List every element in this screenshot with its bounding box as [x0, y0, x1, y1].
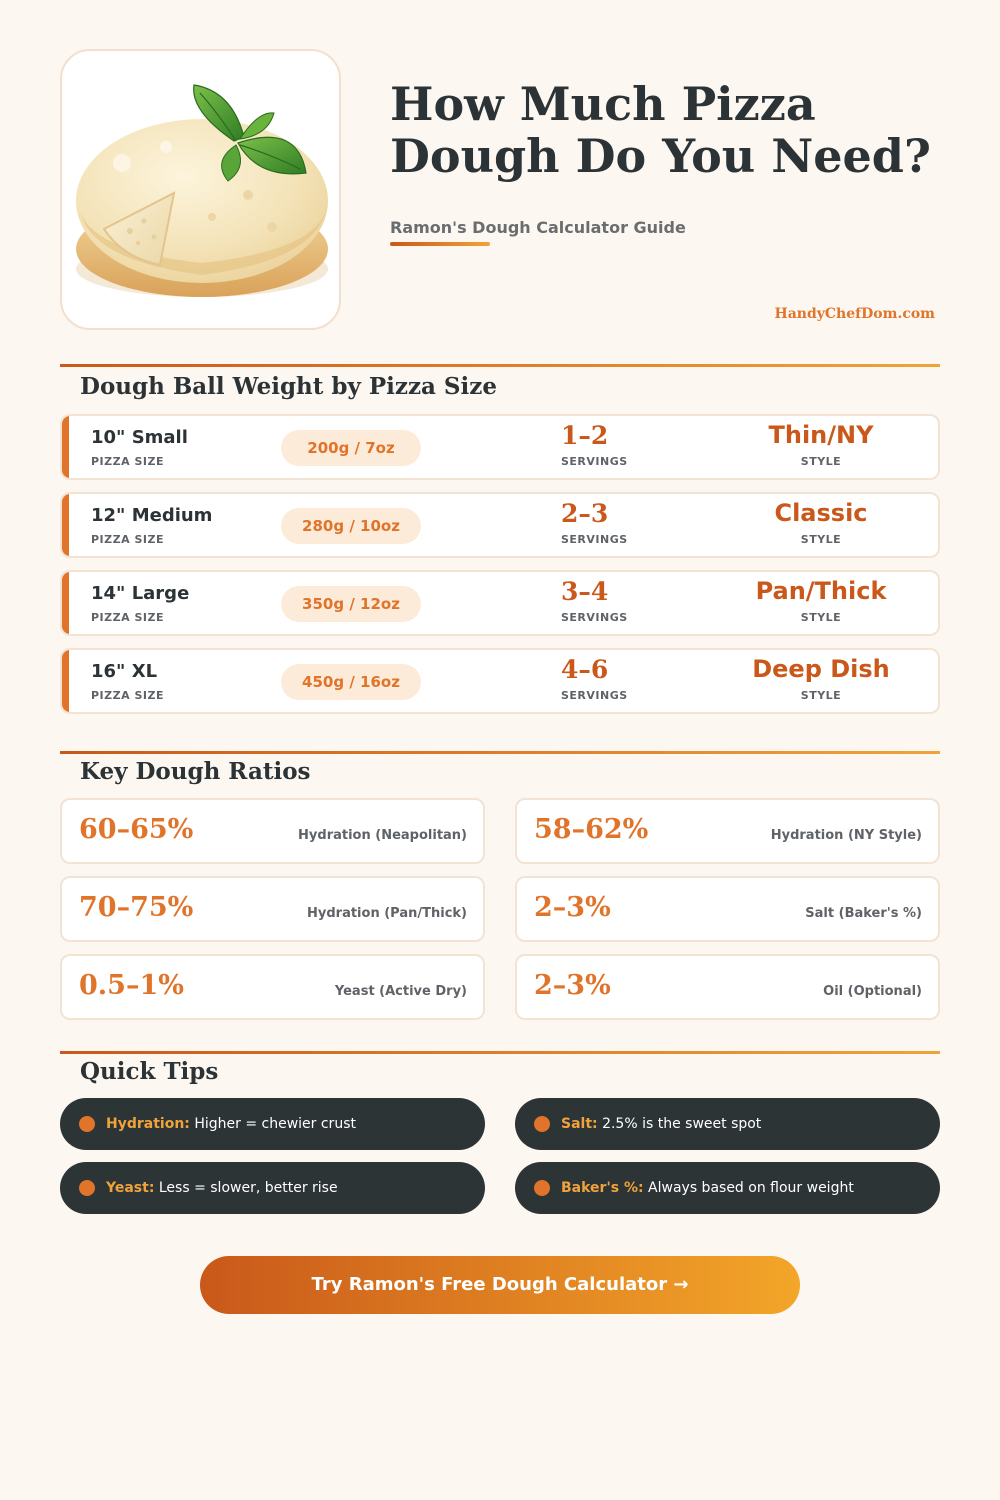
style-label: STYLE: [800, 689, 842, 702]
ratio-value: 70–75%: [79, 892, 194, 923]
hero-image-card: [60, 49, 341, 330]
servings-label: SERVINGS: [561, 611, 628, 624]
size-row: [60, 570, 940, 636]
style-value: Deep Dish: [752, 655, 890, 683]
servings-value: 2–3: [561, 499, 609, 528]
row-accent-bar: [62, 572, 69, 634]
tip-text: [561, 1098, 761, 1150]
ratio-value: 2–3%: [534, 970, 611, 1001]
size-row: [60, 492, 940, 558]
ratio-card: [60, 954, 485, 1020]
ratio-card: [515, 876, 940, 942]
bullet-dot-icon: [534, 1116, 550, 1132]
ratio-card: [60, 876, 485, 942]
style-label: STYLE: [800, 455, 842, 468]
style-value: Classic: [774, 499, 868, 527]
tip-body: 2.5% is the sweet spot: [602, 1116, 762, 1132]
size-label: PIZZA SIZE: [91, 533, 164, 546]
ratio-label: Hydration (Pan/Thick): [307, 906, 467, 921]
page-subtitle: Ramon's Dough Calculator Guide: [390, 218, 686, 237]
tip-key: Salt:: [561, 1116, 598, 1132]
ratio-label: Hydration (Neapolitan): [298, 828, 467, 843]
tip-item: [515, 1162, 940, 1214]
servings-label: SERVINGS: [561, 533, 628, 546]
tip-item: [515, 1098, 940, 1150]
section-divider: [60, 1051, 940, 1054]
size-name: 14" Large: [91, 583, 190, 604]
servings-label: SERVINGS: [561, 455, 628, 468]
size-label: PIZZA SIZE: [91, 455, 164, 468]
bullet-dot-icon: [534, 1180, 550, 1196]
ratio-label: Oil (Optional): [823, 984, 922, 999]
size-label: PIZZA SIZE: [91, 611, 164, 624]
tip-key: Hydration:: [106, 1116, 190, 1132]
tip-body: Higher = chewier crust: [194, 1116, 356, 1132]
ratio-label: Yeast (Active Dry): [334, 984, 467, 999]
ratio-card: [515, 798, 940, 864]
size-name: 12" Medium: [91, 505, 213, 526]
weight-badge: 280g / 10oz: [281, 508, 421, 544]
servings-value: 1–2: [561, 421, 609, 450]
servings-label: SERVINGS: [561, 689, 628, 702]
servings-value: 4–6: [561, 655, 609, 684]
section-title-tips: Quick Tips: [80, 1058, 219, 1085]
size-row: [60, 414, 940, 480]
tip-item: [60, 1098, 485, 1150]
tip-key: Yeast:: [106, 1180, 155, 1196]
ratio-value: 60–65%: [79, 814, 194, 845]
size-name: 16" XL: [91, 661, 158, 682]
weight-badge: 450g / 16oz: [281, 664, 421, 700]
row-accent-bar: [62, 494, 69, 556]
row-accent-bar: [62, 416, 69, 478]
tip-item: [60, 1162, 485, 1214]
ratio-label: Salt (Baker's %): [805, 906, 922, 921]
style-value: Pan/Thick: [755, 577, 887, 605]
style-label: STYLE: [800, 611, 842, 624]
weight-badge: 200g / 7oz: [281, 430, 421, 466]
tip-text: [561, 1162, 854, 1214]
ratio-card: [515, 954, 940, 1020]
weight-badge: 350g / 12oz: [281, 586, 421, 622]
tip-body: Always based on flour weight: [648, 1180, 854, 1196]
style-label: STYLE: [800, 533, 842, 546]
dough-calculator-button[interactable]: Try Ramon's Free Dough Calculator →: [200, 1256, 800, 1314]
style-value: Thin/NY: [768, 421, 874, 449]
size-name: 10" Small: [91, 427, 188, 448]
ratio-card: [60, 798, 485, 864]
section-divider: [60, 364, 940, 367]
bullet-dot-icon: [79, 1116, 95, 1132]
tip-body: Less = slower, better rise: [158, 1180, 338, 1196]
ratio-value: 2–3%: [534, 892, 611, 923]
ratio-value: 58–62%: [534, 814, 649, 845]
section-title-sizes: Dough Ball Weight by Pizza Size: [80, 373, 497, 400]
row-accent-bar: [62, 650, 69, 712]
tip-text: [106, 1162, 338, 1214]
size-row: [60, 648, 940, 714]
size-label: PIZZA SIZE: [91, 689, 164, 702]
tip-key: Baker's %:: [561, 1180, 644, 1196]
page-title: How Much Pizza Dough Do You Need?: [390, 77, 931, 183]
dough-ball-icon: [62, 51, 341, 330]
site-link[interactable]: HandyChefDom.com: [774, 306, 935, 322]
ratio-label: Hydration (NY Style): [770, 828, 922, 843]
section-divider: [60, 751, 940, 754]
section-title-ratios: Key Dough Ratios: [80, 758, 311, 785]
bullet-dot-icon: [79, 1180, 95, 1196]
servings-value: 3–4: [561, 577, 609, 606]
tip-text: [106, 1098, 356, 1150]
ratio-value: 0.5–1%: [79, 970, 184, 1001]
subtitle-underline: [390, 242, 490, 246]
